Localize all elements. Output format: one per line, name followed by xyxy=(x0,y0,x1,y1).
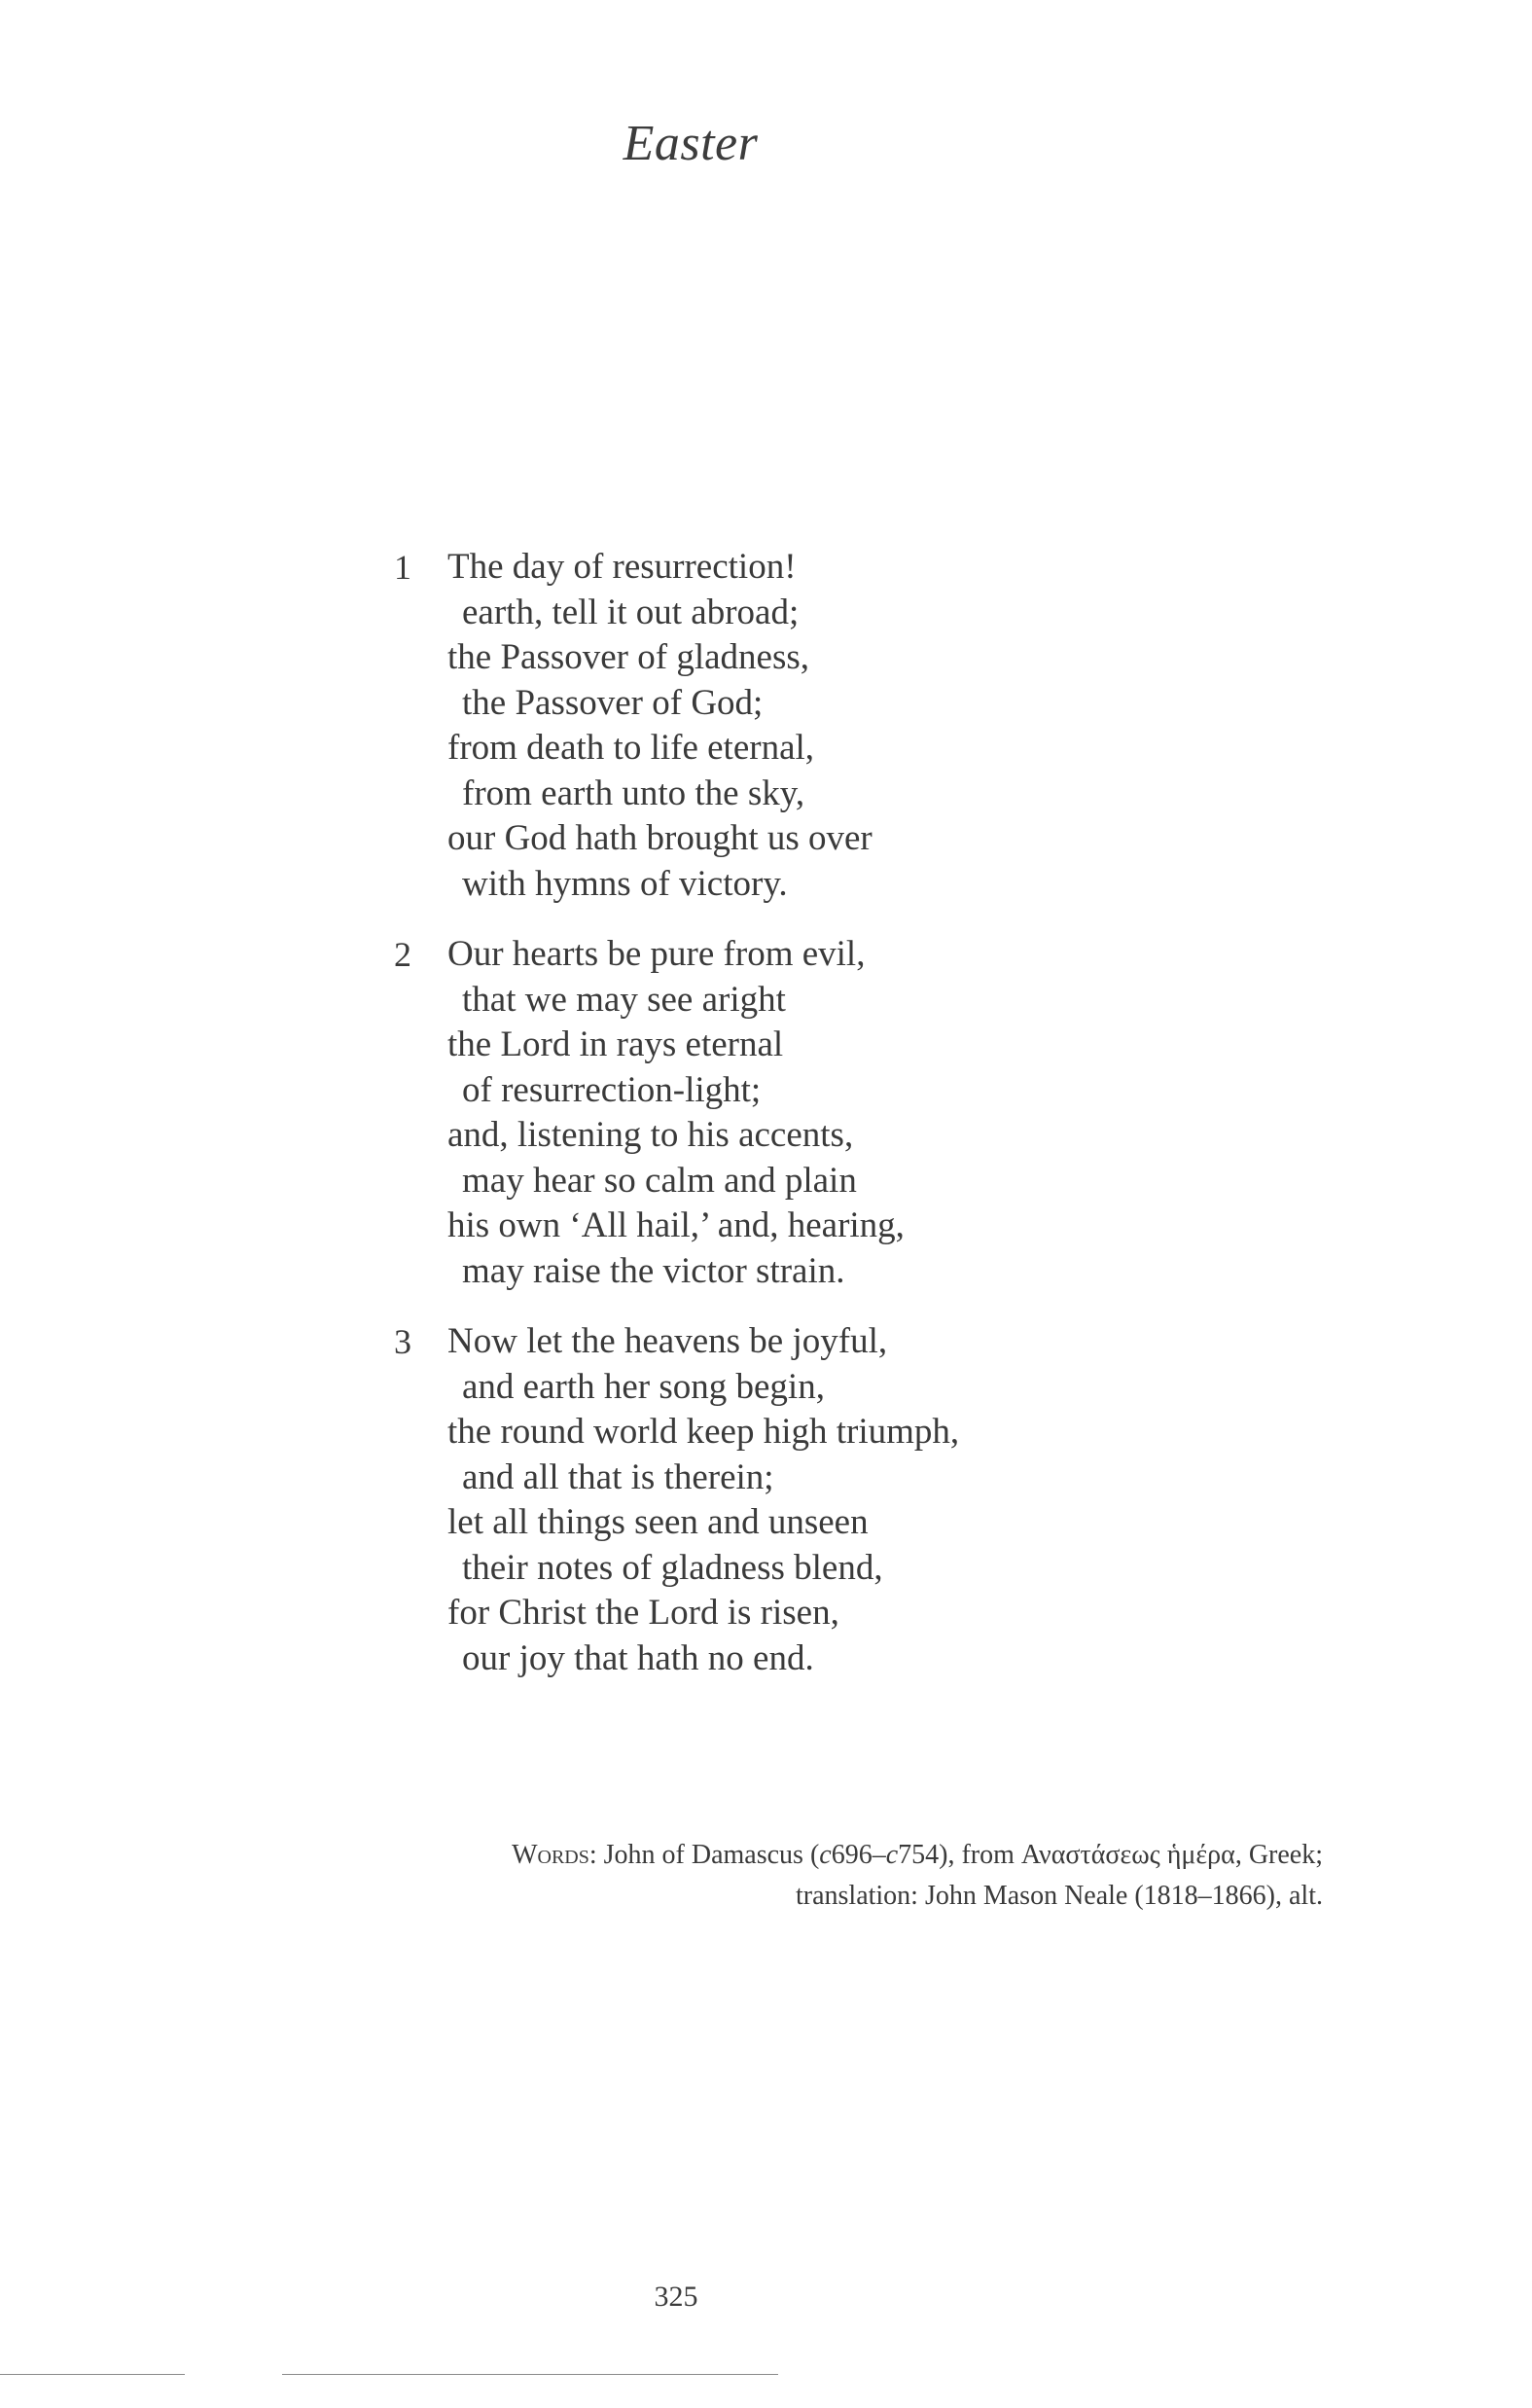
credits-translation-line: translation: John Mason Neale (1818–1866), alt. xyxy=(795,1881,1323,1911)
verse-number: 2 xyxy=(394,935,411,974)
verse-line: their notes of gladness blend, xyxy=(462,1547,883,1588)
verse-3 xyxy=(394,1319,1075,1681)
page-title: Easter xyxy=(623,116,759,171)
footer-rule xyxy=(0,2374,185,2375)
verse-line: for Christ the Lord is risen, xyxy=(447,1593,839,1633)
verse-line: the Passover of God; xyxy=(462,682,764,723)
verse-line: Our hearts be pure from evil, xyxy=(447,934,866,974)
credits-words-line xyxy=(512,1835,1323,1876)
hymn-credits xyxy=(512,1835,1323,1917)
verse-line: and earth her song begin, xyxy=(462,1366,825,1407)
verse-line: The day of resurrection! xyxy=(447,547,797,587)
verse-line: from death to life eternal, xyxy=(447,728,815,768)
circa-mark: c xyxy=(885,1840,899,1870)
verse-line: the Passover of gladness, xyxy=(447,637,809,677)
verse-number: 1 xyxy=(394,548,411,587)
verse-line: our God hath brought us over xyxy=(447,818,873,858)
words-label: Words: xyxy=(512,1840,597,1870)
verse-line: that we may see aright xyxy=(462,979,786,1020)
verse-line: his own ‘All hail,’ and, hearing, xyxy=(447,1205,905,1245)
date-end-year: 754), from Αναστάσεως ἡμέρα, Greek; xyxy=(898,1840,1323,1870)
verse-line: from earth unto the sky, xyxy=(462,773,805,813)
verse-line: the Lord in rays eternal xyxy=(447,1024,784,1064)
verse-line: the round world keep high triumph, xyxy=(447,1412,960,1452)
verse-line: and all that is therein; xyxy=(462,1456,774,1497)
verse-line: may hear so calm and plain xyxy=(462,1160,857,1201)
verse-line: earth, tell it out abroad; xyxy=(462,592,800,632)
verse-line: and, listening to his accents, xyxy=(447,1115,854,1155)
verse-2 xyxy=(394,932,1075,1294)
author: John of Damascus ( xyxy=(603,1840,820,1870)
page-number: 325 xyxy=(654,2281,698,2313)
verse-line: Now let the heavens be joyful, xyxy=(447,1321,888,1361)
verse-line: let all things seen and unseen xyxy=(447,1502,869,1542)
circa-mark: c xyxy=(819,1840,832,1870)
verse-number: 3 xyxy=(394,1322,411,1361)
verse-1 xyxy=(394,545,1075,907)
verse-line: with hymns of victory. xyxy=(462,863,788,904)
verse-line: our joy that hath no end. xyxy=(462,1637,814,1678)
verse-line: of resurrection-light; xyxy=(462,1069,762,1110)
date-start-year: 696– xyxy=(831,1840,886,1870)
footer-rule xyxy=(282,2374,778,2375)
verse-line: may raise the victor strain. xyxy=(462,1250,845,1291)
